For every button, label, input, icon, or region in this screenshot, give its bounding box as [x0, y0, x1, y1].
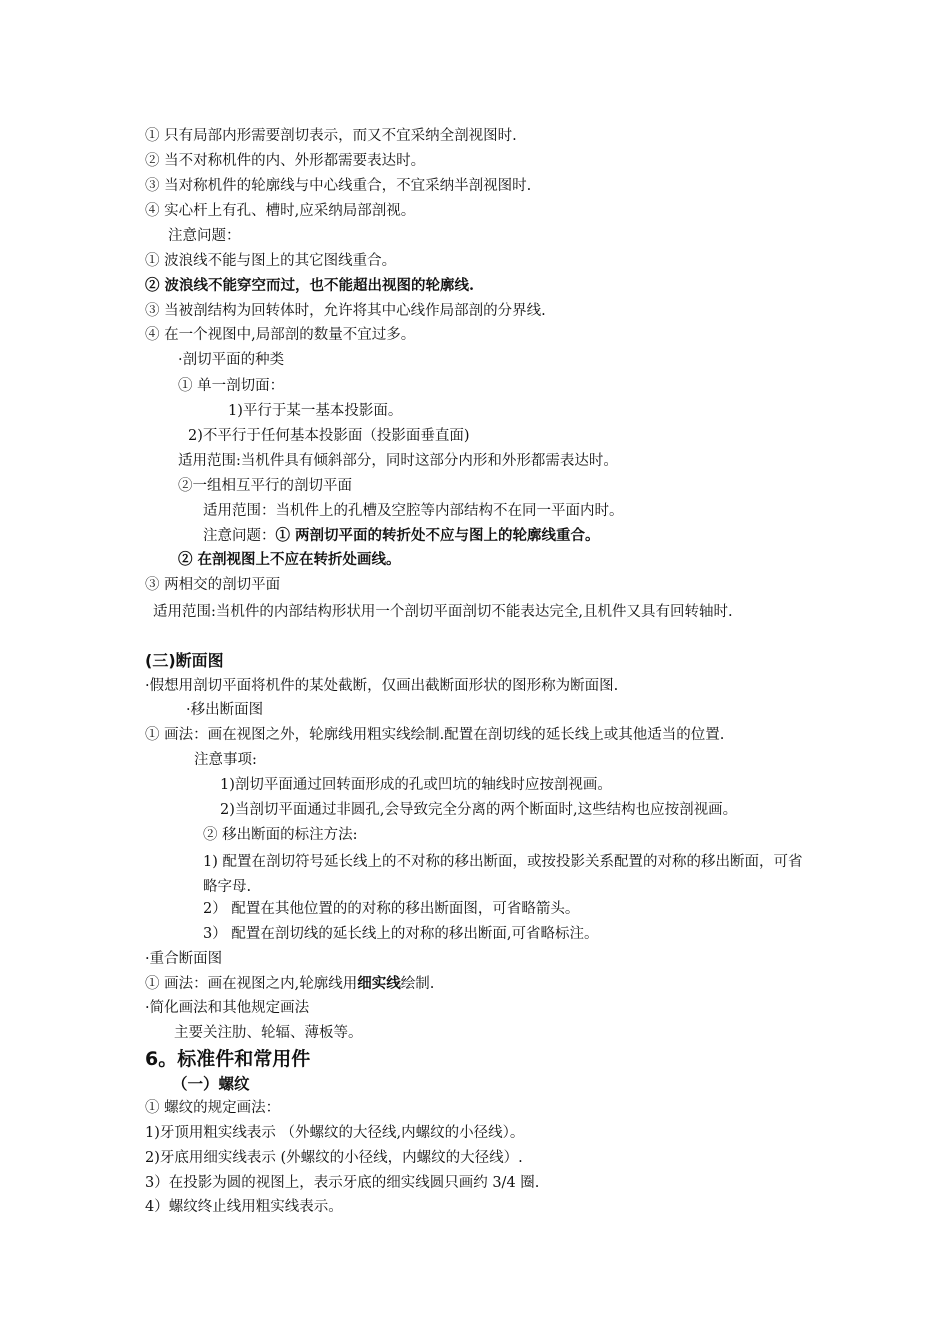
- text-line: ④ 实心杆上有孔、槽时,应采纳局部剖视。: [145, 203, 416, 219]
- text-line: ② 当不对称机件的内、外形都需要表达时。: [145, 153, 426, 169]
- text-line: ③ 两相交的剖切平面: [145, 577, 281, 593]
- text-line: ① 单一剖切面：: [178, 378, 285, 394]
- note-label: 注意问题：: [203, 528, 276, 544]
- text-line: ·简化画法和其他规定画法: [145, 1000, 310, 1016]
- text-line: 注意问题：: [168, 228, 241, 244]
- text-line: 2)当剖切平面通过非圆孔,会导致完全分离的两个断面时,这些结构也应按剖视画。: [220, 802, 738, 818]
- text-line: 注意事项:: [194, 752, 257, 768]
- text-line-bold: ② 在剖视图上不应在转折处画线。: [178, 551, 401, 568]
- text-line: 1)牙顶用粗实线表示 （外螺纹的大径线,内螺纹的小径线）。: [145, 1125, 525, 1141]
- text-span: ① 画法：画在视图之内,轮廓线用: [145, 976, 358, 992]
- text-line: 2)牙底用细实线表示 (外螺纹的小径线，内螺纹的大径线）.: [145, 1150, 523, 1166]
- text-line: [145, 974, 434, 994]
- text-line: ②一组相互平行的剖切平面: [178, 478, 352, 494]
- text-line: ·移出断面图: [186, 702, 264, 718]
- text-line: ③ 当对称机件的轮廓线与中心线重合，不宜采纳半剖视图时.: [145, 178, 532, 194]
- text-line: 主要关注肋、轮辐、薄板等。: [174, 1025, 363, 1041]
- note-bold: ① 两剖切平面的转折处不应与图上的轮廓线重合。: [275, 527, 600, 544]
- text-line: 4）螺纹终止线用粗实线表示。: [145, 1199, 343, 1215]
- text-paragraph: 适用范围:当机件的内部结构形状用一个剖切平面剖切不能表达完全,且机件又具有回转轴时.: [153, 604, 733, 620]
- text-line: 3）在投影为圆的视图上，表示牙底的细实线圆只画约 3/4 圈.: [145, 1175, 540, 1191]
- text-line: ① 螺纹的规定画法：: [145, 1100, 281, 1116]
- text-line: 3） 配置在剖切线的延长线上的对称的移出断面,可省略标注。: [203, 926, 599, 942]
- chapter-heading: 6。标准件和常用件: [145, 1048, 311, 1070]
- section-heading: (三)断面图: [145, 651, 224, 670]
- text-span: 绘制.: [400, 976, 435, 992]
- text-line: ·剖切平面的种类: [178, 352, 285, 368]
- text-line: 1)剖切平面通过回转面形成的孔或凹坑的轴线时应按剖视画。: [220, 777, 612, 793]
- text-line-bold: ② 波浪线不能穿空而过，也不能超出视图的轮廓线.: [145, 277, 475, 294]
- text-line: ① 波浪线不能与图上的其它图线重合。: [145, 253, 397, 269]
- text-line: 适用范围:当机件具有倾斜部分，同时这部分内形和外形都需表达时。: [178, 453, 618, 469]
- text-line: 2)不平行于任何基本投影面（投影面垂直面): [188, 428, 470, 444]
- text-line: 2） 配置在其他位置的的对称的移出断面图，可省略箭头。: [203, 901, 580, 917]
- text-paragraph: 1) 配置在剖切符号延长线上的不对称的移出断面，或按投影关系配置的对称的移出断面，可省略字母.: [203, 854, 803, 895]
- text-line: 1)平行于某一基本投影面。: [228, 403, 403, 419]
- text-line: 适用范围：当机件上的孔槽及空腔等内部结构不在同一平面内时。: [203, 503, 624, 519]
- text-line: ③ 当被剖结构为回转体时，允许将其中心线作局部剖的分界线.: [145, 303, 546, 319]
- text-line: ·假想用剖切平面将机件的某处截断，仅画出截断面形状的图形称为断面图.: [145, 678, 619, 694]
- text-line: ① 只有局部内形需要剖切表示，而又不宜采纳全剖视图时.: [145, 128, 517, 144]
- subsection-heading: （一）螺纹: [172, 1075, 250, 1093]
- text-line: [203, 526, 600, 546]
- text-line: ·重合断面图: [145, 951, 223, 967]
- text-span-bold: 细实线: [357, 975, 401, 992]
- text-line: ① 画法：画在视图之外，轮廓线用粗实线绘制.配置在剖切线的延长线上或其他适当的位置.: [145, 727, 725, 743]
- text-line: ② 移出断面的标注方法:: [203, 827, 358, 843]
- text-line: ④ 在一个视图中,局部剖的数量不宜过多。: [145, 327, 416, 343]
